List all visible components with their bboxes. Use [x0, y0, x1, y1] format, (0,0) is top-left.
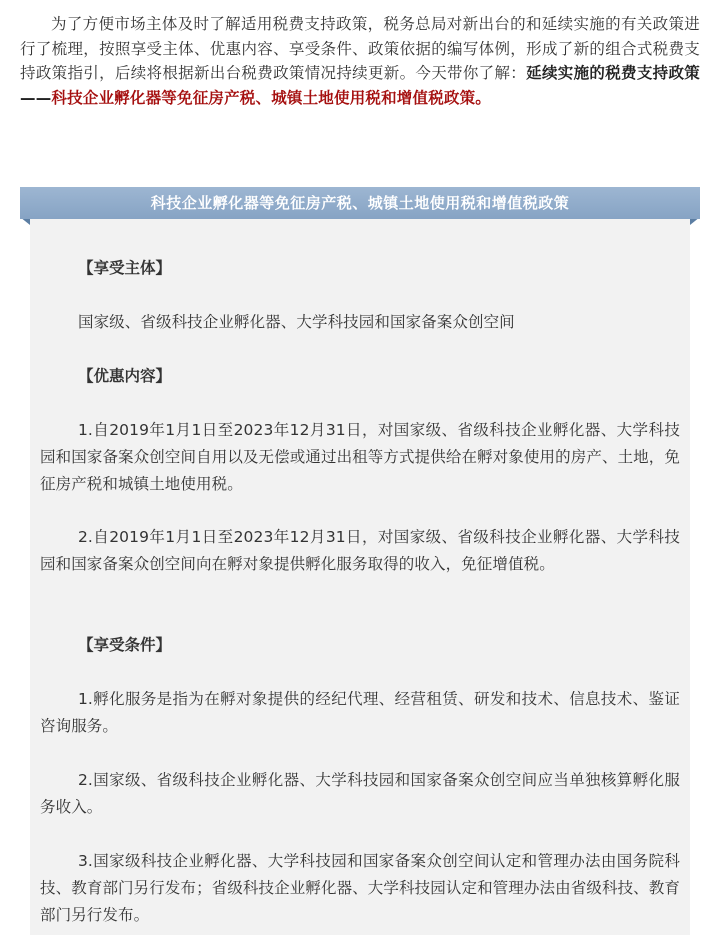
intro-paragraph: [20, 12, 700, 110]
condition-heading: 【享受条件】: [78, 636, 172, 654]
benefit-item-2: 2.自2019年1月1日至2023年12月31日，对国家级、省级科技企业孵化器、大学科技园和国家备案众创空间向在孵对象提供孵化服务取得的收入，免征增值税。: [40, 528, 680, 573]
banner-title: 科技企业孵化器等免征房产税、城镇土地使用税和增值税政策: [20, 187, 700, 219]
benefit-item-1: 1.自2019年1月1日至2023年12月31日，对国家级、省级科技企业孵化器、大学科技园和国家备案众创空间自用以及无偿或通过出租等方式提供给在孵对象使用的房产、土地，免征房产税和城镇土地使用税。: [40, 421, 680, 493]
subject-text: 国家级、省级科技企业孵化器、大学科技园和国家备案众创空间: [77, 313, 515, 331]
condition-item-1: 1.孵化服务是指为在孵对象提供的经纪代理、经营租赁、研发和技术、信息技术、鉴证咨询服务。: [40, 690, 680, 735]
policy-panel: [30, 219, 690, 935]
benefit-heading: 【优惠内容】: [78, 367, 172, 385]
intro-bold-lead: 延续实施的税费支持政策——: [20, 64, 701, 107]
condition-item-2: 2.国家级、省级科技企业孵化器、大学科技园和国家备案众创空间应当单独核算孵化服务收入。: [40, 771, 680, 816]
condition-item-3: 3.国家级科技企业孵化器、大学科技园和国家备案众创空间认定和管理办法由国务院科技、教育部门另行发布；省级科技企业孵化器、大学科技园认定和管理办法由省级科技、教育部门另行发布。: [40, 852, 680, 924]
intro-text: 为了方便市场主体及时了解适用税费支持政策，税务总局对新出台的和延续实施的有关政策进行了梳理，按照享受主体、优惠内容、享受条件、政策依据的编写体例，形成了新的组合式税费支持政策指引，后续将根据新出台税费政策情况持续更新。今天带你了解：: [20, 15, 700, 82]
subject-heading: 【享受主体】: [78, 259, 172, 277]
policy-banner: [20, 187, 700, 221]
intro-policy-title: 科技企业孵化器等免征房产税、城镇土地使用税和增值税政策。: [51, 88, 492, 107]
